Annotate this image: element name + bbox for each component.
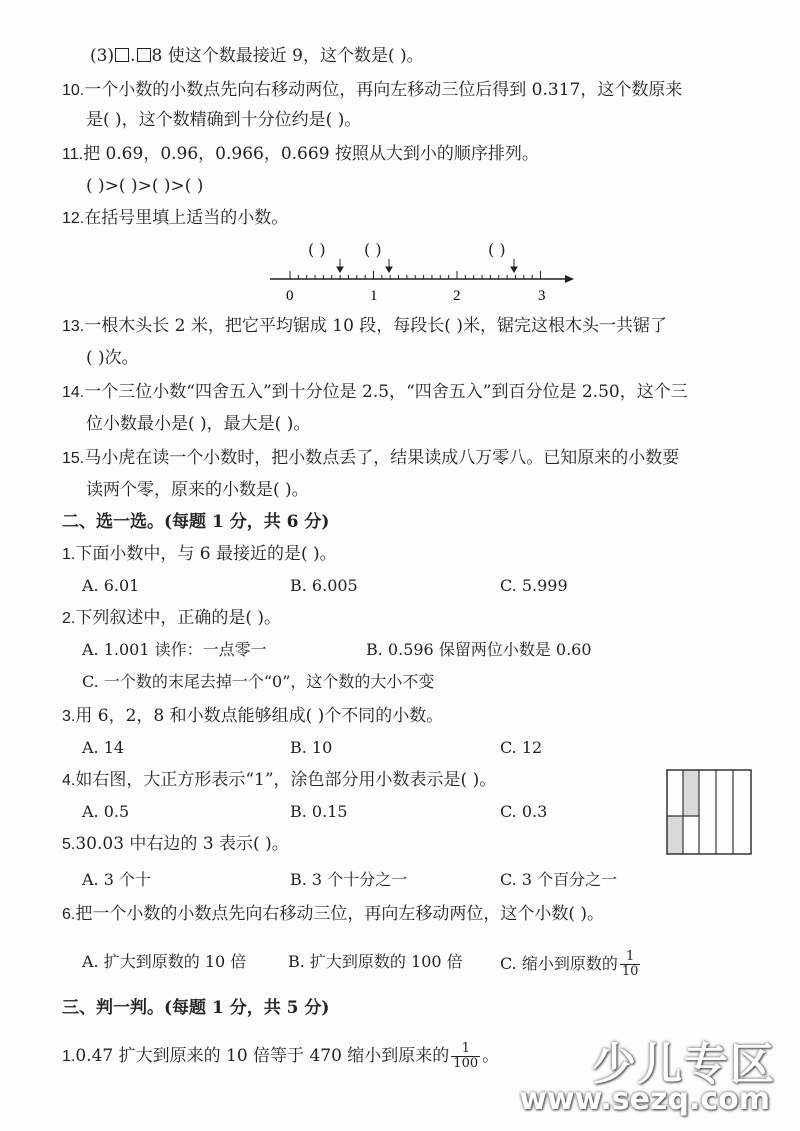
unit-square-diagram [665, 768, 753, 858]
numberline-bracket-2[interactable]: ( ) [364, 240, 382, 259]
numberline-bracket-1[interactable]: ( ) [308, 240, 326, 259]
question-11-answer-row: ( )>( )>( )>( ) [86, 176, 204, 196]
arrow-right-icon [565, 275, 574, 283]
question-13: 13.一根木头长 2 米，把它平均锯成 10 段，每段长( )米，锯完这根木头一共锯了 [62, 316, 667, 336]
choice-5: 5.30.03 中右边的 3 表示( )。 [62, 834, 289, 854]
axis-label-1: 1 [370, 288, 378, 304]
choice-6-option-b[interactable]: B. 扩大到原数的 100 倍 [288, 952, 463, 971]
choice-5-option-a[interactable]: A. 3 个十 [82, 870, 151, 889]
choice-3-option-c[interactable]: C. 12 [500, 738, 543, 757]
choice-6-option-c[interactable]: C. 缩小到原数的 $\frac{1}{10}$ [500, 949, 639, 979]
blank-box[interactable] [115, 48, 129, 62]
choice-5-option-b[interactable]: B. 3 个十分之一 [290, 870, 408, 889]
choice-1-option-c[interactable]: C. 5.999 [500, 576, 568, 595]
blank-box[interactable] [137, 48, 151, 62]
question-10: 10.一个小数的小数点先向右移动两位，再向左移动三位后得到 0.317，这个数原来 [62, 80, 683, 100]
watermark-title: 少儿专区 [592, 1039, 776, 1090]
fraction: $\frac{1}{100}$ [453, 1041, 479, 1071]
judge-1: 1.0.47 扩大到原来的 10 倍等于 470 缩小到原来的 $\frac{1}{100}$ 。 [62, 1041, 500, 1071]
marker-arrow-icon [386, 267, 392, 272]
number-line [260, 255, 580, 305]
question-15-line2: 读两个零，原来的小数是( )。 [86, 480, 309, 500]
choice-4-option-a[interactable]: A. 0.5 [82, 802, 130, 821]
choice-3-option-b[interactable]: B. 10 [290, 738, 333, 757]
choice-1-option-b[interactable]: B. 6.005 [290, 576, 358, 595]
choice-3: 3.用 6，2，8 和小数点能够组成( )个不同的小数。 [62, 706, 444, 726]
choice-4: 4.如右图，大正方形表示“1”，涂色部分用小数表示是( )。 [62, 770, 497, 790]
axis-label-0: 0 [286, 288, 294, 304]
section-3-title: 三、判一判。(每题 1 分，共 5 分) [62, 998, 330, 1018]
choice-2: 2.下列叙述中，正确的是( )。 [62, 608, 282, 628]
question-14-line2: 位小数最小是( )，最大是( )。 [86, 414, 311, 434]
question-15: 15.马小虎在读一个小数时，把小数点丢了，结果读成八万零八。已知原来的小数要 [62, 448, 680, 468]
question-12: 12.在括号里填上适当的小数。 [62, 208, 289, 228]
watermark-url: www.sezq.com [519, 1082, 770, 1117]
numberline-bracket-3[interactable]: ( ) [488, 240, 506, 259]
marker-arrow-icon [511, 267, 517, 272]
q9-part3: (3) . 8 使这个数最接近 9，这个数是( )。 [90, 46, 424, 66]
choice-1: 1.下面小数中，与 6 最接近的是( )。 [62, 544, 337, 564]
choice-2-option-b[interactable]: B. 0.596 保留两位小数是 0.60 [366, 640, 592, 659]
axis-label-2: 2 [453, 288, 461, 304]
fraction: $\frac{1}{10}$ [621, 949, 639, 979]
choice-6-option-a[interactable]: A. 扩大到原数的 10 倍 [82, 952, 247, 971]
choice-4-option-b[interactable]: B. 0.15 [290, 802, 348, 821]
question-13-line2: ( )次。 [86, 348, 139, 368]
choice-3-option-a[interactable]: A. 14 [82, 738, 125, 757]
choice-2-option-c[interactable]: C. 一个数的末尾去掉一个“0”，这个数的大小不变 [82, 672, 435, 691]
axis-label-3: 3 [538, 288, 546, 304]
shaded-top-strip [683, 770, 699, 816]
choice-1-option-a[interactable]: A. 6.01 [82, 576, 140, 595]
choice-2-option-a[interactable]: A. 1.001 读作：一点零一 [82, 640, 267, 659]
marker-arrow-icon [337, 267, 343, 272]
choice-4-option-c[interactable]: C. 0.3 [500, 802, 548, 821]
question-14: 14.一个三位小数“四舍五入”到十分位是 2.5，“四舍五入”到百分位是 2.50，这个三 [62, 382, 688, 402]
choice-6: 6.把一个小数的小数点先向右移动三位，再向左移动两位，这个小数( )。 [62, 904, 605, 924]
shaded-bottom-strip [667, 816, 683, 854]
section-2-title: 二、选一选。(每题 1 分，共 6 分) [62, 512, 330, 532]
question-11: 11.把 0.69，0.96，0.966，0.669 按照从大到小的顺序排列。 [62, 144, 539, 164]
choice-5-option-c[interactable]: C. 3 个百分之一 [500, 870, 618, 889]
question-10-line2: 是( )，这个数精确到十分位约是( )。 [86, 110, 362, 130]
